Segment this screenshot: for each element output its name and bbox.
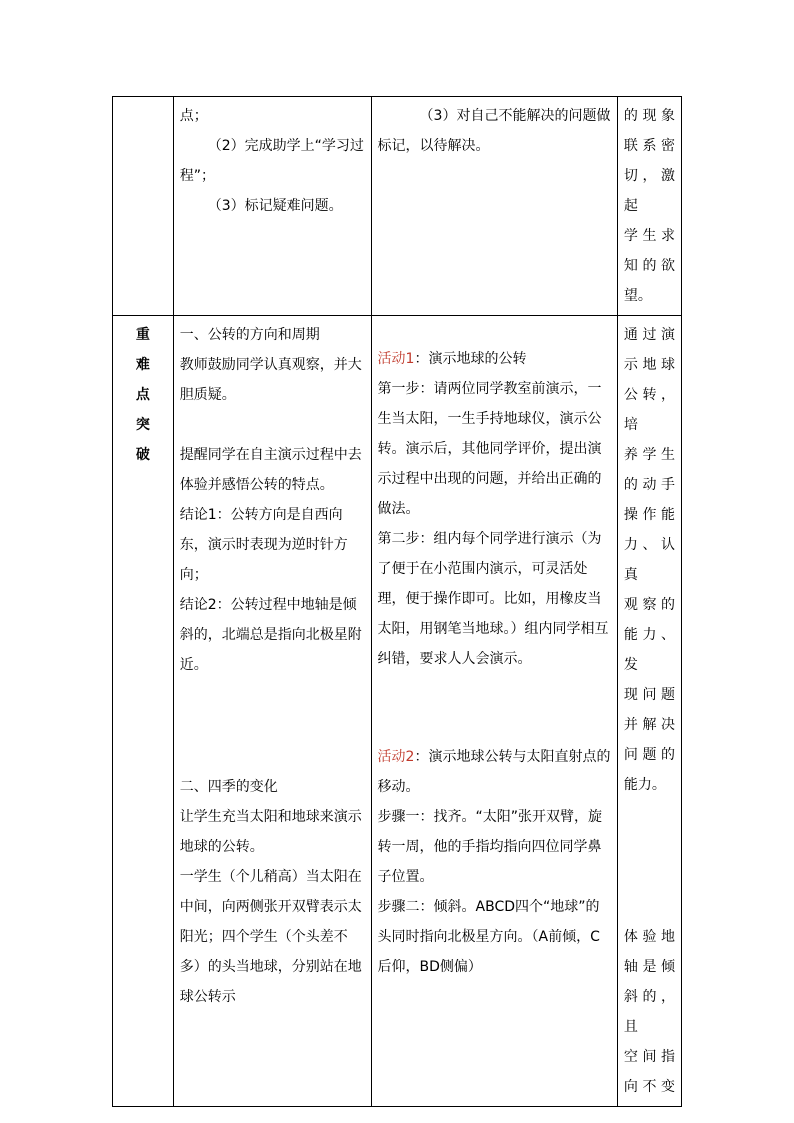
row1-student-activity-cell	[173, 97, 371, 316]
text-line: 力、认真	[623, 537, 675, 583]
row2-student-activity-cell	[173, 316, 371, 1107]
activity-label: 活动1	[377, 351, 415, 367]
heading-char: 破	[135, 447, 150, 463]
text-line: （2）完成助学上“学习过程”；	[179, 138, 364, 184]
activity-1-title	[378, 344, 611, 374]
text-line: （3）标记疑难问题。	[207, 198, 343, 214]
heading-char: 突	[135, 417, 150, 433]
text-line: 现问题	[623, 687, 675, 703]
text-line: 第二步：组内每个同学进行演示（为了便于在小范围内演示，可灵活处理，便于操作即可。比如，用橡皮当太阳，用钢笔当地球。）组内同学相互纠错，要求人人会演示。	[377, 531, 609, 667]
heading-char: 重	[135, 327, 150, 343]
text-line: 结论1：公转方向是自西向东，演示时表现为逆时针方向；	[179, 507, 348, 583]
text-line: 能力、发	[623, 627, 675, 673]
activity-title: ：演示地球公转与太阳直射点的移动。	[377, 749, 611, 795]
activity-title: ：演示地球的公转	[414, 351, 527, 367]
text-line: 第一步：请两位同学教室前演示，一生当太阳，一生手持地球仪，演示公转。演示后，其他同学评价，提出演示过程中出现的问题，并给出正确的做法。	[377, 381, 602, 517]
text-line: 体验地	[623, 929, 675, 945]
text-line: 通过演	[623, 327, 675, 343]
lesson-plan-table	[112, 96, 682, 1107]
table-row	[113, 97, 682, 316]
text-line: 轴是倾	[623, 959, 675, 975]
activity-2-title	[378, 742, 611, 802]
text-line: 示地球	[623, 357, 675, 373]
text-line: 养学生	[623, 447, 675, 463]
text-line: 问题的	[623, 747, 675, 763]
text-line: 切，激起	[623, 168, 675, 214]
heading-char: 点	[135, 387, 150, 403]
text-line: 结论2：公转过程中地轴是倾斜的，北端总是指向北极星附近。	[179, 597, 362, 673]
text-line: （3）对自己不能解决的问题做标记，以待解决。	[377, 108, 611, 154]
heading-char: 难	[135, 357, 150, 373]
text-line: 步骤一：找齐。“太阳”张开双臂，旋转一周，他的手指均指向四位同学鼻子位置。	[377, 809, 603, 885]
text-line: 空间指	[623, 1049, 675, 1065]
text-line: 让学生充当太阳和地球来演示地球的公转。	[179, 809, 362, 855]
text-line: 提醒同学在自主演示过程中去体验并感悟公转的特点。	[179, 447, 362, 493]
activity-label: 活动2	[377, 749, 415, 765]
text-line: 的现象	[623, 108, 675, 124]
row1-teacher-activity-cell	[371, 97, 617, 316]
row2-teacher-activity-cell	[371, 316, 617, 1107]
text-line: 联系密	[623, 138, 675, 154]
row1-heading-cell	[113, 97, 174, 316]
section-heading-cell	[113, 316, 174, 1107]
text-line: 公转，培	[623, 387, 675, 433]
row2-intent-cell	[617, 316, 681, 1107]
text-line: 斜的，且	[623, 989, 675, 1035]
text-line: 教师鼓励同学认真观察，并大胆质疑。	[179, 357, 362, 403]
row1-intent-cell	[617, 97, 681, 316]
text-line: 二、四季的变化	[179, 779, 278, 795]
text-line: 点；	[179, 108, 208, 124]
text-line: 步骤二：倾斜。ABCD四个“地球”的头同时指向北极星方向。（A前倾，C后仰，BD侧偏）	[377, 899, 600, 975]
text-line: 一学生（个儿稍高）当太阳在中间，向两侧张开双臂表示太阳光；四个学生（个头差不多）的头当地球，分别站在地球公转示	[179, 869, 362, 1005]
text-line: 学生求	[623, 228, 675, 244]
text-line: 一、公转的方向和周期	[179, 327, 320, 343]
text-line: 能力。	[623, 777, 666, 793]
text-line: 的动手	[623, 477, 675, 493]
text-line: 操作能	[623, 507, 675, 523]
text-line: 知的欲	[623, 258, 675, 274]
text-line: 观察的	[623, 597, 675, 613]
text-line: 并解决	[623, 717, 675, 733]
text-line: 望。	[623, 288, 652, 304]
text-line: 向不变	[623, 1079, 675, 1095]
table-row	[113, 316, 682, 1107]
